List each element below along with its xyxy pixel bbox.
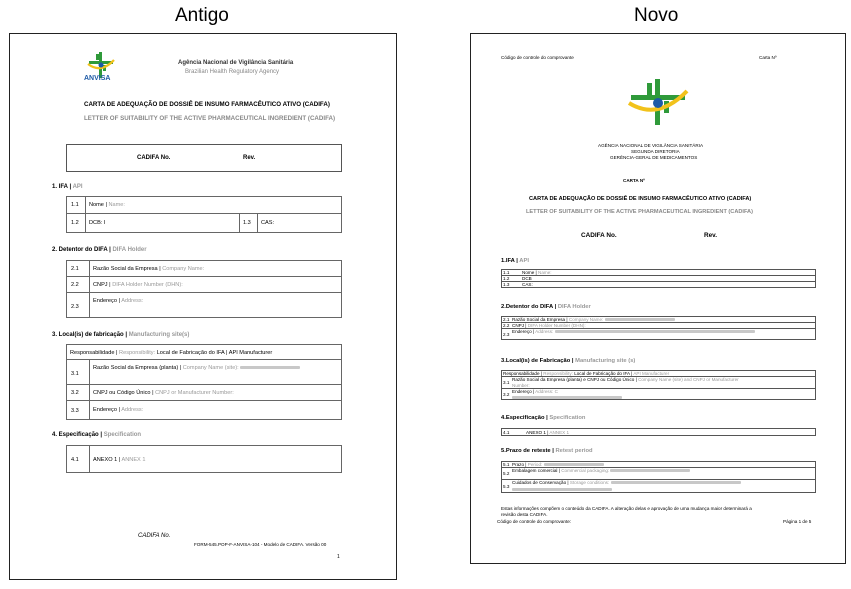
footer-note-line-1: Estas informações compõem o conteúdo da CADIFA. A alteração delas e aprovação de uma mudança maior determinará a — [501, 506, 752, 511]
table-row: 5.3 Cuidados de Conservação | Storage conditions: — [501, 479, 816, 493]
table-row: 1.1 Nome | Name: — [66, 196, 342, 214]
agency-line-3: GERÊNCIA-GERAL DE MEDICAMENTOS — [610, 155, 698, 160]
section-manufacturing-title: 3.Local(is) de Fabricação | Manufacturing site (s) — [501, 358, 636, 364]
footer-page-number: 1 — [337, 554, 340, 560]
table-row: 2.2 CNPJ | DIFA Holder Number (DHN): — [66, 276, 342, 293]
logo-text: ANVISA — [84, 75, 111, 82]
table-row: 1.1 Nome | Name: — [501, 269, 816, 276]
table-row: 4.1 ANEXO 1 | ANNEX 1 — [66, 445, 342, 473]
agency-name-en: Brazilian Health Regulatory Agency — [185, 69, 280, 75]
footer-control-code: Código de controle do comprovante: — [497, 519, 572, 524]
cadifa-number-label: CADIFA No. — [137, 155, 171, 161]
letter-number-label: CARTA Nº — [623, 178, 645, 183]
revision-label: Rev. — [704, 232, 718, 239]
agency-line-2: SEGUNDA DIRETORIA — [631, 149, 680, 154]
revision-label: Rev. — [243, 155, 256, 161]
table-row: 4.1 ANEXO 1 | ANNEX 1 — [501, 428, 816, 436]
section-ifa-title: 1. IFA | API — [52, 184, 83, 190]
document-title-en: LETTER OF SUITABILITY OF THE ACTIVE PHARMACEUTICAL INGREDIENT (CADIFA) — [84, 115, 336, 122]
table-row: 2.1 Razão Social da Empresa | Company Name: — [501, 316, 816, 323]
table-row: 3.1 Razão Social da Empresa (planta) | Company Name (site): — [66, 359, 342, 385]
footer-form-id: FORM-545.POP-F-ANVISA-104 - Modelo de CADIFA. Versão 00 — [194, 542, 327, 547]
table-row: 1.2 DCB — [501, 275, 816, 282]
section-specification-title: 4. Especificação | Specification — [52, 432, 142, 438]
table-row: 2.3 Endereço | Address: — [66, 292, 342, 318]
table-row: 3.2 CNPJ ou Código Único | CNPJ or Manufacturer Number: — [66, 384, 342, 401]
table-row: 1.2 DCB: I 1.3 CAS: — [66, 213, 342, 233]
table-row: 3.2 Endereço | Address: C — [501, 388, 816, 400]
table-row: 3.1 Razão Social da Empresa (planta) e CNPJ ou Código Único | Company Name (site) and CNPJ or Manufacturer Number: — [501, 376, 816, 389]
table-header-row: Responsabilidade | Responsibility: Local de Fabricação do IFA | API Manufacturer — [66, 344, 342, 360]
document-title-pt: CARTA DE ADEQUAÇÃO DE DOSSIÊ DE INSUMO FARMACÊUTICO ATIVO (CADIFA) — [84, 101, 330, 108]
table-row: 2.2 CNPJ | DIFA Holder Number (DHN): — [501, 322, 816, 329]
table-row: 1.3 CAS: — [501, 281, 816, 288]
section-holder-title: 2. Detentor do DIFA | DIFA Holder — [52, 247, 147, 253]
table-row: 5.2 Embalagem comercial | Commercial packaging: — [501, 467, 816, 480]
cadifa-number-box — [66, 144, 342, 172]
header-control-code: Código de controle do comprovante — [501, 55, 574, 60]
header-letter-number: Carta Nº — [759, 55, 777, 60]
table-header-row: Responsabilidade | Responsibility: Local de Fabricação do IFA | API Manufacturer — [501, 370, 816, 377]
anvisa-logo-icon — [623, 77, 693, 135]
document-page-old — [9, 33, 397, 580]
table-row: 2.1 Razão Social da Empresa | Company Name: — [66, 260, 342, 277]
document-title-pt: CARTA DE ADEQUAÇÃO DE DOSSIÊ DE INSUMO FARMACÊUTICO ATIVO (CADIFA) — [529, 196, 752, 202]
cadifa-number-label: CADIFA No. — [581, 232, 617, 239]
document-page-new — [470, 33, 846, 564]
footer-page-number: Página 1 de 5 — [783, 519, 812, 524]
agency-line-1: AGÊNCIA NACIONAL DE VIGILÂNCIA SANITÁRIA — [598, 143, 704, 148]
table-row: 5.1 Prazo | Period: — [501, 461, 816, 468]
column-title-old: Antigo — [175, 5, 229, 26]
section-specification-title: 4.Especificação | Specification — [501, 415, 586, 421]
section-retest-title: 5.Prazo de reteste | Retest period — [501, 448, 593, 454]
table-row: 2.3 Endereço | Address: — [501, 328, 816, 340]
column-title-new: Novo — [634, 5, 679, 26]
section-manufacturing-title: 3. Local(is) de fabricação | Manufacturing site(s) — [52, 332, 190, 338]
section-ifa-title: 1.IFA | API — [501, 258, 529, 264]
table-row: 3.3 Endereço | Address: — [66, 400, 342, 420]
footer-note-line-2: revisão desta CADIFA. — [501, 512, 548, 517]
document-title-en: LETTER OF SUITABILITY OF THE ACTIVE PHARMACEUTICAL INGREDIENT (CADIFA) — [526, 209, 753, 215]
agency-name-pt: Agência Nacional de Vigilância Sanitária — [178, 60, 294, 66]
footer-cadifa-number: CADIFA No. — [138, 533, 171, 539]
section-holder-title: 2.Detentor do DIFA | DIFA Holder — [501, 304, 591, 310]
